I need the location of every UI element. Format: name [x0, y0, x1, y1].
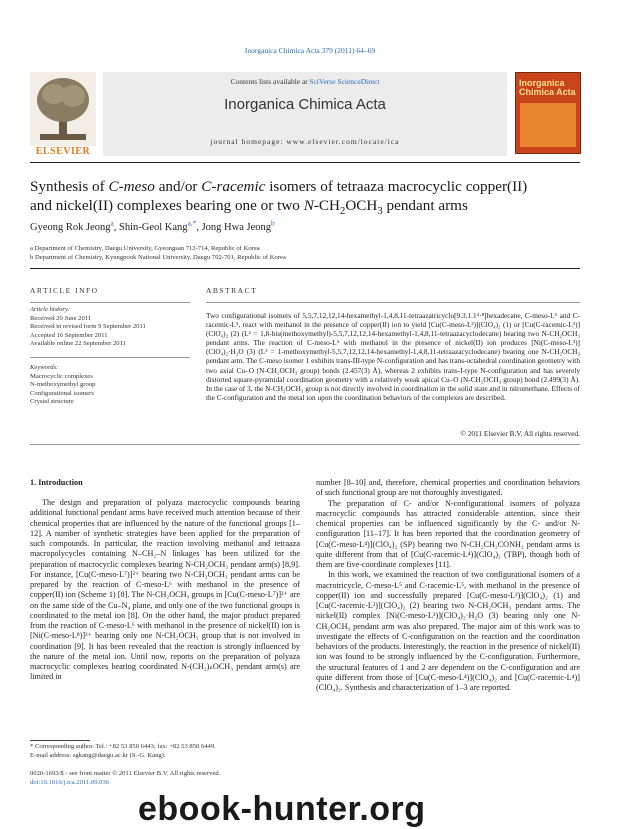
paragraph: number [8–10] and, therefore, chemical properties and coordination behaviors of such functional group are not thoroughly investigated.: [316, 478, 580, 498]
footnote-rule: [30, 740, 90, 741]
article-history: [30, 306, 195, 349]
watermark: ebook-hunter.org: [138, 790, 426, 828]
history-item: Received in revised form 9 September 2011: [30, 323, 146, 330]
author-name[interactable]: Gyeong Rok Jeong: [30, 222, 111, 233]
abstract-heading: ABSTRACT: [206, 286, 258, 295]
header-rule: [30, 162, 580, 163]
info-rule: [30, 357, 190, 358]
affiliation: b Department of Chemistry, Kyungpook National University, Daegu 702-701, Republic of Korea: [30, 254, 286, 261]
author-list: Gyeong Rok Jeong$^a$, Shin-Geol Kang$^{a,*}$, Jong Hwa Jeong$^b$: [30, 218, 275, 233]
keywords-label: Keywords:: [30, 364, 59, 371]
history-label: Article history:: [30, 306, 71, 313]
left-column: [30, 498, 300, 683]
article-title: Synthesis of C-meso and/or C-racemic isomers of tetraaza macrocyclic copper(II) and nickel(II) complexes bearing one or two $N-CH_2OCH_3$ pendant arms: [30, 178, 528, 218]
sciencedirect-link[interactable]: SciVerse ScienceDirect: [309, 77, 380, 86]
journal-homepage[interactable]: journal homepage: www.elsevier.com/locate/ica: [210, 137, 400, 146]
doi-link[interactable]: doi:10.1016/j.ica.2011.09.036: [30, 778, 110, 786]
keyword: Crystal structure: [30, 398, 74, 405]
author-email[interactable]: E-mail address: sgkang@daegu.ac.kr (S.-G. Kang).: [30, 751, 166, 759]
paragraph: The design and preparation of polyaza macrocyclic compounds bearing additional functional pendant arms have received much attention because of their chemical properties that are influenced by the nature of the functional groups [1–12]. A number of synthetic strategies have been applied for the preparation of such compounds. In particular, the reaction involving methanol and tetraaza macropolycycles containing N–CH₂–N linkages has been utilized for the preparation of macrocyclic complexes bearing N-CH₂OCH₃ pendant arm(s) [8,9]. For instance, [Cu(C-meso-L⁷)]²⁺ bearing two N-CH₂OCH₃ pendant arms can be prepared by the reaction of C-meso-L⁶ with methanol in the presence of copper(II) ion (Scheme 1) [8]. The N-CH₂OCH₃ groups in [Cu(C-meso-L⁷)]²⁺ are on the same side of the Cu–N₄ plane, and only one of the two functional groups is coordinated to the metal ion [8]. On the other hand, the major product prepared from the reaction of C-meso-L⁶ with methanol in the presence of nickel(II) ion is [Ni(C-meso-L⁸)]²⁺ bearing only one N-CH₂OCH₃ group that is not involved in coordination [9]. It has been revealed that the reaction is strongly influenced by the nature of the metal ion. Until now, reports on the preparation of polyaza macrocyclic complexes bearing coordinated N-(CH₂)ₙOCH₃ pendant arm(s) are limited in: [30, 498, 300, 682]
keyword: Configurational isomers: [30, 389, 94, 397]
keyword: Macrocyclic complexes: [30, 372, 93, 380]
contents-line: [103, 77, 507, 86]
journal-citation: Inorganica Chimica Acta 379 (2011) 64–69: [244, 46, 376, 55]
cover-image: [520, 103, 576, 147]
section-heading: 1. Introduction: [30, 478, 83, 487]
elsevier-tree-logo-icon: [30, 72, 96, 146]
abstract-rule: [206, 302, 580, 303]
journal-cover: [515, 72, 581, 154]
keywords: [30, 364, 195, 407]
history-item: Received 20 June 2011: [30, 314, 92, 322]
author-name[interactable]: Shin-Geol Kang: [119, 222, 188, 233]
contents-prefix: Contents lists available at: [230, 77, 310, 86]
affiliation-rule: [30, 268, 580, 269]
paragraph: In this work, we examined the reaction of two configurational isomers of a macrotricycle, C-meso-L⁵ and C-racemic-L⁵, with methanol in the presence of copper(II) ion and successfully prepared [Cu(C-meso-L²)](ClO₄)₂ (1) and [Cu(C-racemic-L²)](ClO₄)₂ (2) bearing two N-CH₂OCH₃ pendant arms. The nickel(II) complex [Ni(C-meso-L³)](ClO₄)₂·H₂O (3) bearing only one N-CH₂OCH₃ pendant arm was also prepared. The major aim of this work was to investigate the effects of C-configuration on the reaction and the coordination behaviors of the products. Interestingly, the reaction in the presence of nickel(II) ion was found to be strongly influenced by the C-configuration. Furthermore, the structural features of 1 and 2 are dependent on the C-configuration and are quite different from those of [Cu(C-meso-L⁴)](ClO₄)₂ and [Cu(C-racemic-L⁴)](ClO₄)₂. Synthesis and characterization of 1–3 are reported.: [316, 570, 580, 692]
issn-line: 0020-1693/$ - see front matter © 2011 Elsevier B.V. All rights reserved.: [30, 770, 221, 777]
publisher-name: ELSEVIER: [35, 146, 91, 157]
corresponding-author: * Corresponding author. Tel.: +82 53 850 6443; fax: +82 53 850 6449.: [30, 743, 216, 750]
paragraph: The preparation of C- and/or N-configurational isomers of polyaza macrocyclic compounds has attracted considerable attention, since their chemical properties can be influenced significantly by the C- and/or N-configuration [11–17]. It has been reported that the coordination geometry of [Cu(C-meso-L⁴)](ClO₄)₂ (SP) bearing two N-CH₂CH₂CONH₂ pendant arms is quite different from that of [Cu(C-racemic-L⁴)](ClO₄)₂ (TBP), though both of them are five-coordinate complexes [11].: [316, 498, 580, 569]
right-column: [316, 478, 580, 693]
front-matter: [30, 770, 330, 787]
journal-title: Inorganica Chimica Acta: [224, 96, 386, 113]
history-item: Accepted 16 September 2011: [30, 331, 108, 339]
keyword: N-methoxymethyl group: [30, 381, 96, 388]
abstract-text: Two configurational isomers of 5,5,7,12,12,14-hexamethyl-1,4,8,11-tetraazatricyclo[9.3.1.1⁴·⁸]hexadecane, C-meso-L⁵ and C-racemic-L⁵, react with methanol in the presence of copper(II) ion to yield [Cu(C-meso-L²)](ClO₄)₂ (1) or [Cu(C-racemic-L²)](ClO₄)₂ (2) (L² = 1,8-bis(methoxymethyl)-5,5,7,12,12,14-hexamethyl-1,4,8,11-tetraazacyclodecane) bearing two N-CH₂OCH₃ pendant arms. The reaction of C-meso-L⁵ with methanol in the presence of nickel(II) ion produces [Ni(C-meso-L³)](ClO₄)₂·H₂O (3) (L³ = 1-methoxymethyl-5,5,7,12,12,14-hexamethyl-1,4,8,11-tetraazacyclodecane) bearing one N-CH₂OCH₃ pendant arm. The C-meso isomer 1 exhibits trans-III-type N-configuration and has trans-octahedral coordination geometry with two axial Cu–O (N-CH₂OCH₃ group) bonds (2.457(3) Å), whereas 2 exhibits trans-I-type N-configuration and has severely distorted square-pyramidal coordination geometry with a relatively weak apical Cu–O (N-CH₂OCH₃ group) bond (2.499(3) Å). In the case of 3, the N-CH₂OCH₃ group is not directly involved in coordination in the solid state and in nitromethane. Effects of the C-configuration and the metal ion upon the coordination behaviors of the complexes are described.: [206, 311, 580, 402]
abstract-bottom-rule: [30, 444, 580, 445]
abstract-copyright: © 2011 Elsevier B.V. All rights reserved.: [460, 429, 580, 438]
author-name[interactable]: Jong Hwa Jeong: [201, 222, 272, 233]
affiliation: a Department of Chemistry, Daegu University, Gyeongsan 712-714, Republic of Korea: [30, 245, 260, 252]
article-info-heading: ARTICLE INFO: [30, 286, 99, 295]
cover-title: Inorganica Chimica Acta: [519, 78, 576, 97]
info-rule: [30, 302, 190, 303]
footnote: [30, 743, 300, 760]
history-item: Available online 22 September 2011: [30, 340, 126, 347]
